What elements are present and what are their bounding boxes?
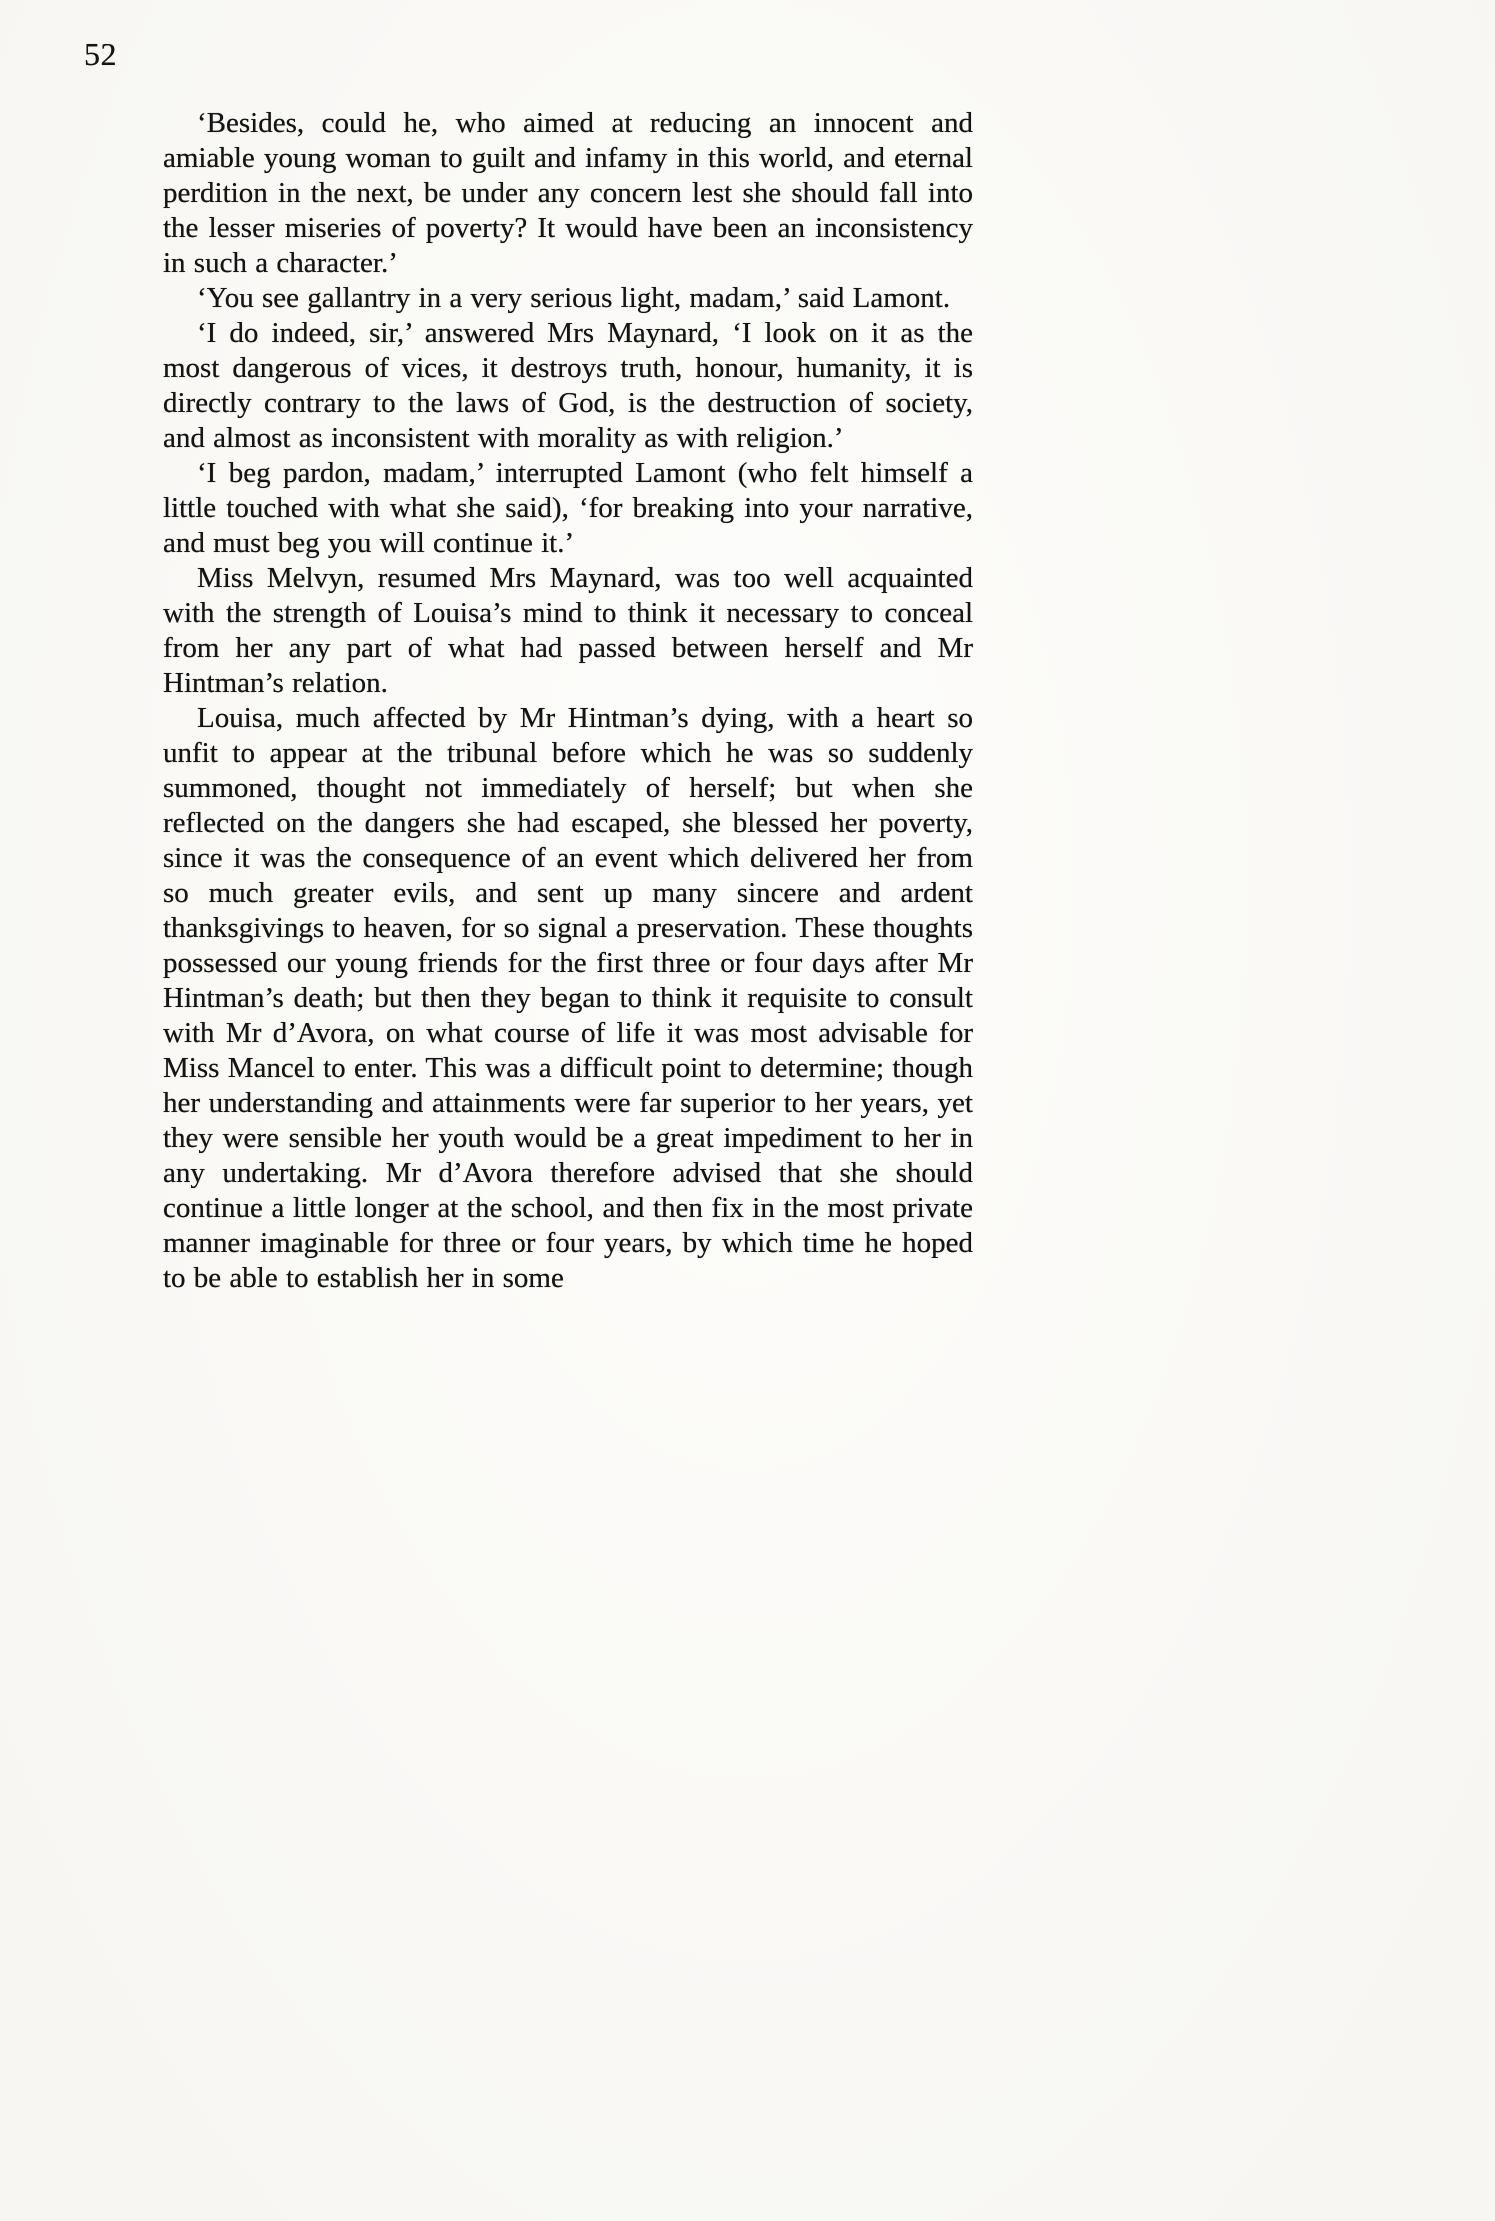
paragraph-gallantry-quote: ‘You see gallantry in a very serious light, madam,’ said Lamont. [197,282,951,314]
paragraph-besides-quote: ‘Besides, could he, who aimed at reducing an innocent and amiable young woman to guilt and infamy in this world, and eternal perdition in the next, be under any concern lest she should fall into the lesser miseries of poverty? It would have been an inconsistency in such a character.’ [163,107,973,279]
text-block [163,106,973,1296]
paragraph-miss-melvyn: Miss Melvyn, resumed Mrs Maynard, was too well acquainted with the strength of Louisa’s mind to think it necessary to conceal from her any part of what had passed between herself and Mr Hintman’s relation. [163,562,973,699]
paragraph-louisa-narrative: Louisa, much affected by Mr Hintman’s dying, with a heart so unfit to appear at the tribunal before which he was so suddenly summoned, thought not immediately of herself; but when she reflected on the dangers she had escaped, she blessed her poverty, since it was the consequence of an event which delivered her from so much greater evils, and sent up many sincere and ardent thanksgivings to heaven, for so signal a preservation. These thoughts possessed our young friends for the first three or four days after Mr Hintman’s death; but then they began to think it requisite to consult with Mr d’Avora, on what course of life it was most advisable for Miss Mancel to enter. This was a difficult point to determine; though her understanding and attainments were far superior to her years, yet they were sensible her youth would be a great impediment to her in any undertaking. Mr d’Avora therefore advised that she should continue a little longer at the school, and then fix in the most private manner imaginable for three or four years, by which time he hoped to be able to establish her in some [163,702,973,1294]
paragraph-lamont-apology: ‘I beg pardon, madam,’ interrupted Lamont (who felt himself a little touched with what she said), ‘for breaking into your narrative, and must beg you will continue it.’ [163,457,973,559]
page-number: 52 [84,36,117,72]
paragraph-maynard-reply: ‘I do indeed, sir,’ answered Mrs Maynard, ‘I look on it as the most dangerous of vices, it destroys truth, honour, humanity, it is directly contrary to the laws of God, is the destruction of society, and almost as inconsistent with morality as with religion.’ [163,317,973,454]
